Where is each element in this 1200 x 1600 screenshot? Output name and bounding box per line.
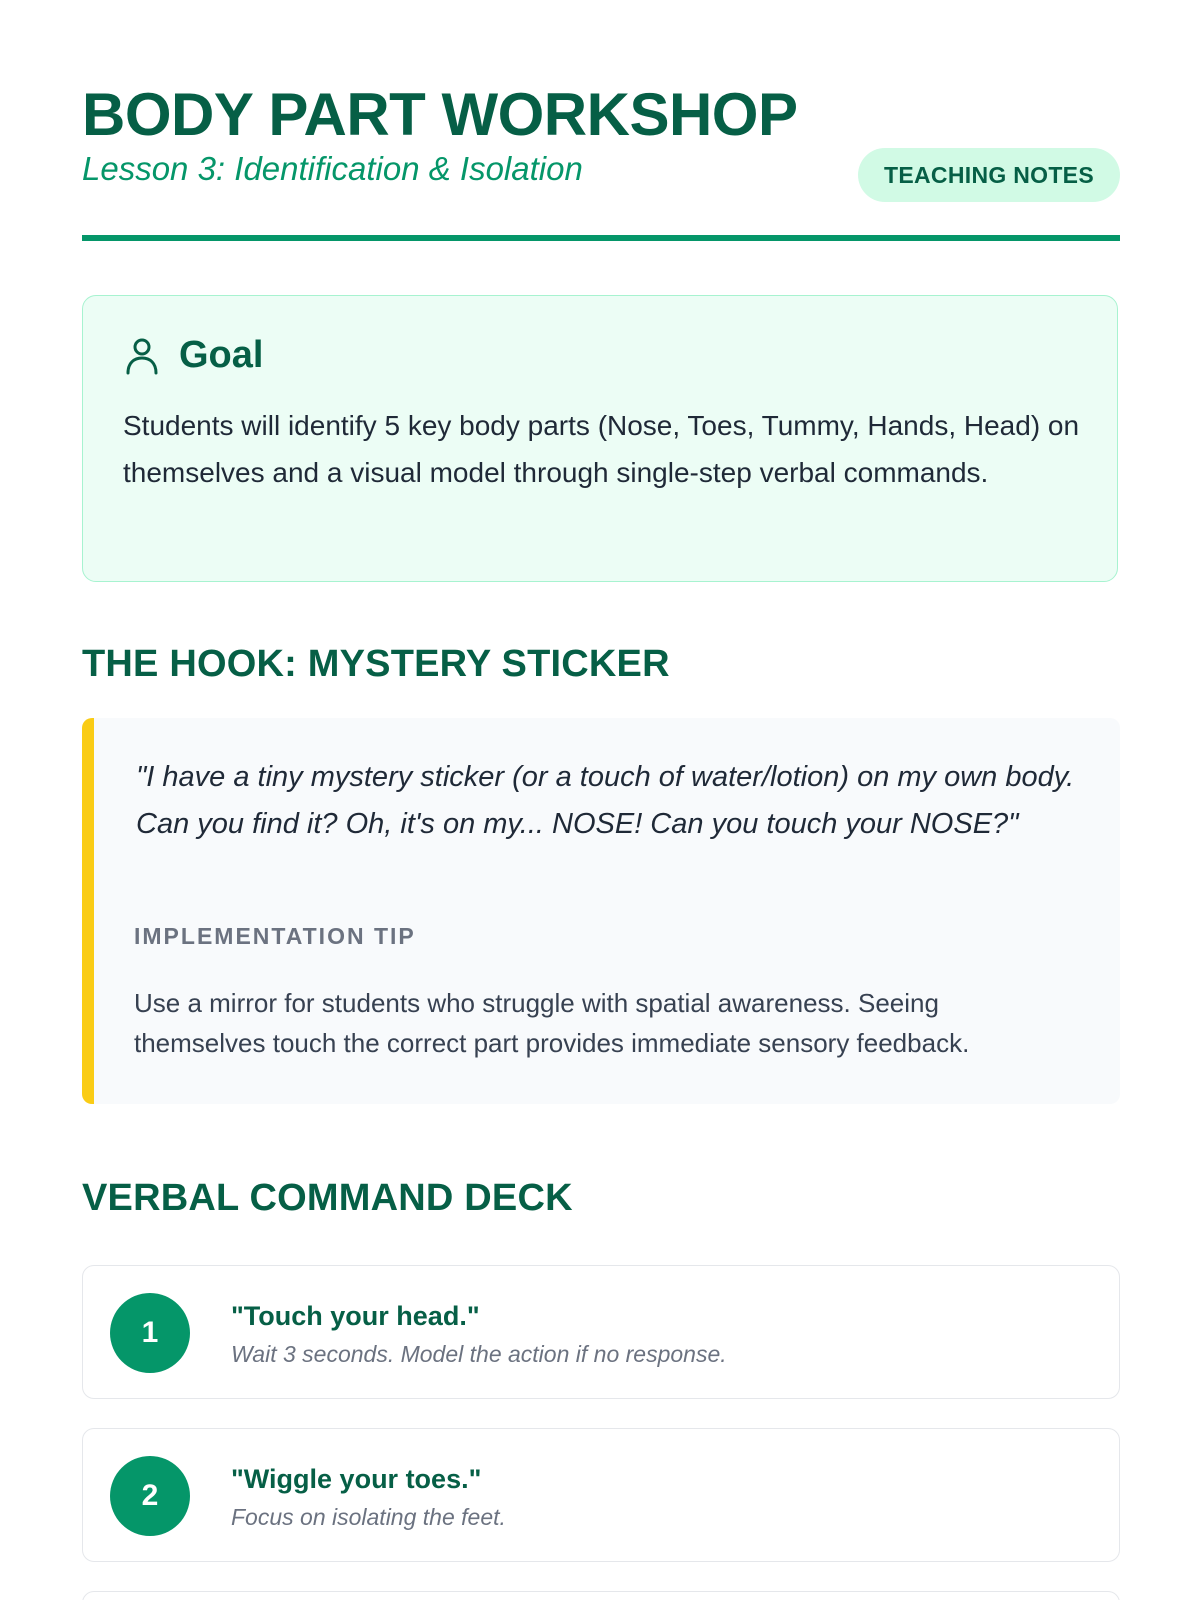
hook-card [82,718,1120,1104]
lesson-subtitle: Lesson 3: Identification & Isolation [82,150,583,187]
hook-section-title: THE HOOK: MYSTERY STICKER [82,643,670,685]
command-card [82,1265,1120,1399]
implementation-tip-label: IMPLEMENTATION TIP [134,923,416,949]
header-divider [82,235,1120,241]
command-card-partial [82,1591,1120,1600]
lesson-header [82,0,1120,241]
teaching-notes-badge: TEACHING NOTES [858,148,1120,202]
command-text: "Touch your head." [231,1301,480,1331]
goal-header [125,334,263,377]
page-title: BODY PART WORKSHOP [82,81,798,148]
lesson-page [82,0,1120,1530]
person-icon [125,337,159,375]
hook-accent-bar [82,718,94,1104]
command-number: 2 [110,1456,190,1536]
command-card [82,1428,1120,1562]
hook-quote: "I have a tiny mystery sticker (or a touch of water/lotion) on my own body. Can you find it? Oh, it's on my... NOSE! Can you touch your NOSE?" [136,761,1075,840]
goal-title: Goal [179,334,264,376]
command-text: "Wiggle your toes." [231,1464,482,1494]
command-deck-title: VERBAL COMMAND DECK [82,1177,573,1219]
command-note: Wait 3 seconds. Model the action if no response. [231,1341,727,1367]
goal-card [82,295,1118,582]
goal-description: Students will identify 5 key body parts (Nose, Toes, Tummy, Hands, Head) on themselves and a visual model through single-step verbal commands. [123,410,1080,488]
command-note: Focus on isolating the feet. [231,1504,506,1530]
implementation-tip-text: Use a mirror for students who struggle with spatial awareness. Seeing themselves touch the correct part provides immediate sensory feedback. [134,988,970,1058]
command-number: 1 [110,1293,190,1373]
